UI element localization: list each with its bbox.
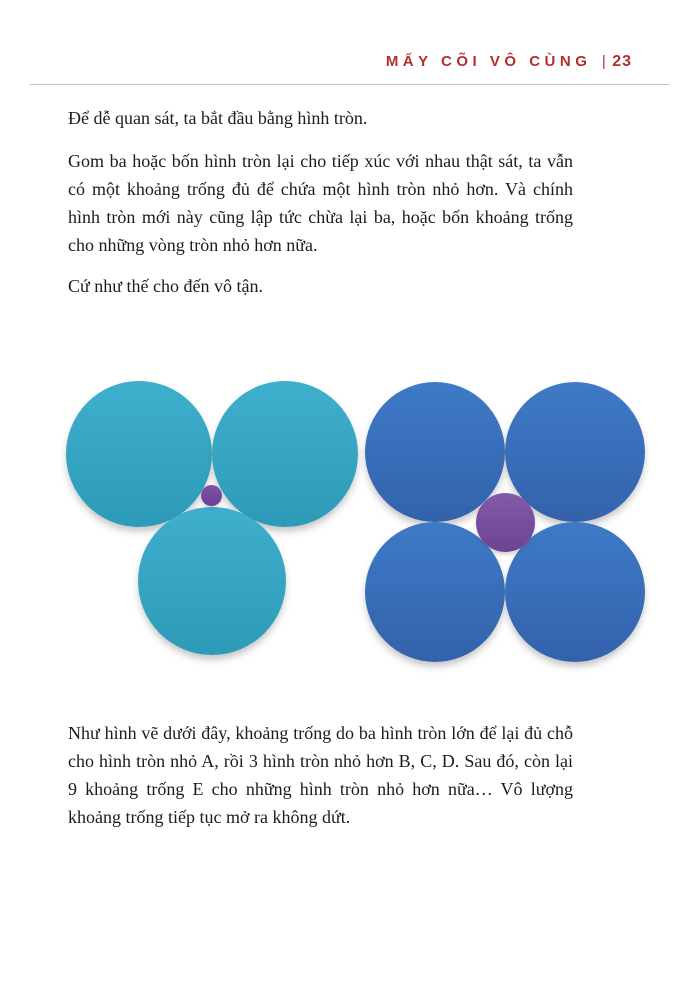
paragraph-intro: Để dễ quan sát, ta bắt đầu bằng hình tròn. (68, 108, 368, 128)
three-circles-group-inner-circle (201, 485, 222, 506)
paragraph-figure-explanation: Như hình vẽ dưới đây, khoảng trống do ba hình tròn lớn để lại đủ chỗ cho hình tròn nhỏ A, rồi 3 hình tròn nhỏ hơn B, C, D. Sau đó, còn lại 9 khoảng trống E cho những hình tròn nhỏ hơn nữa… Vô lượng khoảng trống tiếp tục mở ra không dứt. (68, 723, 573, 827)
running-title: MẤY CÕI VÔ CÙNG (385, 53, 592, 70)
header-separator: | (601, 53, 606, 70)
four-circles-group-large-circle-3 (365, 522, 505, 662)
three-circles-group-large-circle-2 (212, 381, 358, 527)
header-rule (30, 84, 670, 85)
four-circles-group-large-circle-2 (505, 382, 645, 522)
paragraph-grouping-circles: Gom ba hoặc bốn hình tròn lại cho tiếp xúc với nhau thật sát, ta vẫn có một khoảng trống đủ để chứa một hình tròn nhỏ hơn. Và chính hình tròn mới này cũng lập tức chừa lại ba, hoặc bốn khoảng trống cho những vòng tròn nhỏ hơn nữa. (68, 151, 573, 255)
paragraph-infinity: Cứ như thế cho đến vô tận. (68, 276, 263, 296)
page-number: 23 (612, 53, 632, 70)
page-header (0, 52, 632, 72)
four-circles-group-inner-circle (476, 493, 535, 552)
three-circles-group-large-circle-3 (138, 507, 286, 655)
three-circles-group-large-circle-1 (66, 381, 212, 527)
four-circles-group-large-circle-1 (365, 382, 505, 522)
four-circles-group-large-circle-4 (505, 522, 645, 662)
